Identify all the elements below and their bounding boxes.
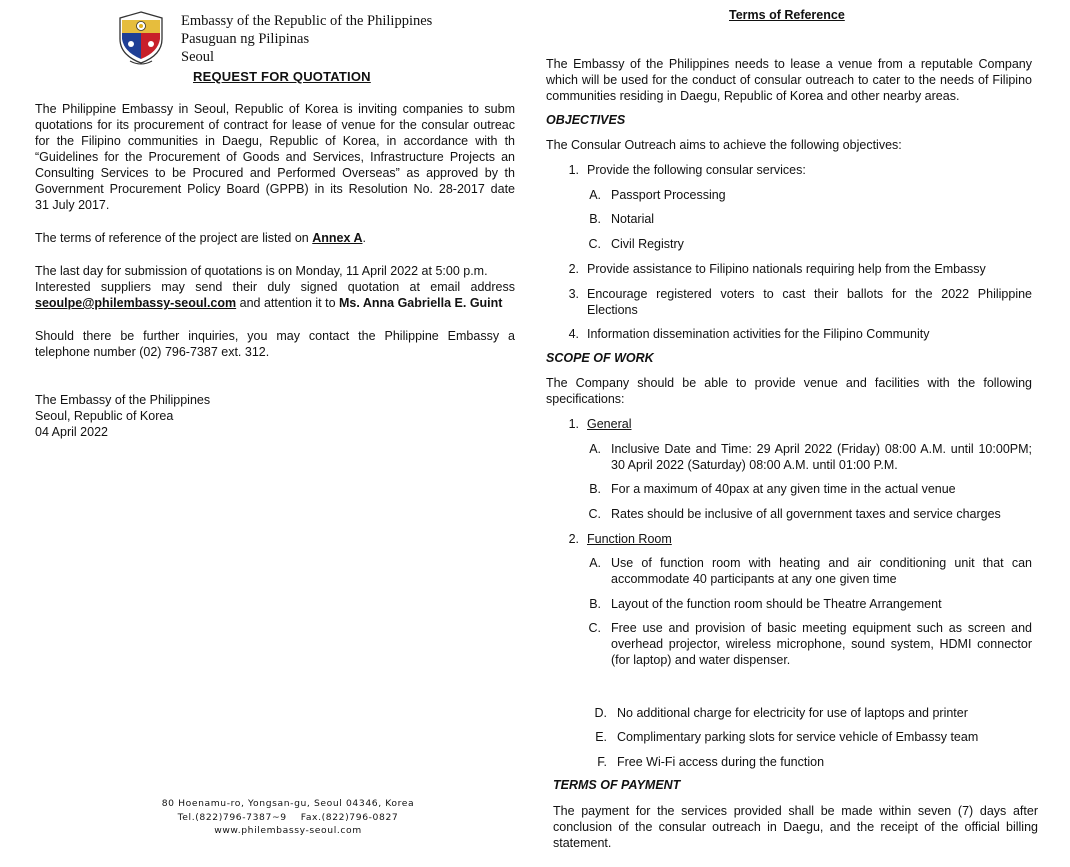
objective-number: 1.	[568, 163, 579, 177]
payment-paragraph	[553, 803, 1038, 851]
sub-item-letter: A.	[589, 188, 601, 202]
submission-paragraph	[35, 263, 515, 311]
section-number: 2.	[568, 532, 579, 546]
general-item-rates: Rates should be inclusive of all government taxes and service charges	[611, 507, 1001, 521]
objective-consular-services: Provide the following consular services:	[587, 163, 806, 177]
embassy-name: Embassy of the Republic of the Philippines	[181, 13, 433, 29]
inquiry-line: telephone number (02) 796-7387 ext. 312.	[35, 345, 270, 359]
sub-item-letter: B.	[589, 212, 601, 226]
function-item-room	[611, 555, 1032, 587]
payment-line: statement.	[553, 836, 612, 850]
email-link[interactable]: seoulpe@philembassy-seoul.com	[35, 296, 237, 310]
para-line: 31 July 2017.	[35, 198, 110, 212]
tor-title: Terms of Reference	[729, 8, 845, 22]
sub-item-letter: F.	[597, 755, 607, 769]
payment-heading: TERMS OF PAYMENT	[553, 778, 681, 792]
service-notarial: Notarial	[611, 212, 655, 226]
signature-block	[35, 392, 516, 440]
signature-date: 04 April 2022	[35, 425, 108, 439]
item-line: overhead projector, wireless microphone, sound system, HDMI connector	[611, 637, 1032, 651]
general-section-label: General	[587, 417, 632, 431]
inquiry-line: Should there be further inquiries, you may contact the Philippine Embassy a	[35, 329, 515, 343]
objective-line: Elections	[587, 303, 638, 317]
objectives-heading: OBJECTIVES	[546, 113, 626, 127]
para-line: quotations for its procurement of contract for lease of venue for the consular outreac	[35, 118, 515, 132]
suppliers-line: Interested suppliers may send their duly signed quotation at email address	[35, 280, 515, 294]
para-line: for the Filipino communities in Daegu, Republic of Korea, in accordance with th	[35, 134, 515, 148]
function-item-electricity: No additional charge for electricity for use of laptops and printer	[617, 706, 968, 720]
objective-number: 2.	[568, 262, 579, 276]
intro-line: The Embassy of the Philippines needs to lease a venue from a reputable Company	[546, 57, 1032, 71]
item-line: (for laptop) and water dispenser.	[611, 653, 791, 667]
function-item-equipment	[611, 620, 1032, 668]
function-item-parking: Complimentary parking slots for service vehicle of Embassy team	[617, 730, 979, 744]
annex-a-link[interactable]: Annex A	[312, 231, 363, 245]
sub-item-letter: D.	[594, 706, 607, 720]
para-line: Consulting Services to be Procured and Performed Overseas” as approved by th	[35, 166, 515, 180]
terms-reference-line	[35, 230, 516, 246]
objectives-intro: The Consular Outreach aims to achieve the following objectives:	[546, 138, 902, 152]
embassy-name-filipino: Pasuguan ng Pilipinas	[181, 31, 310, 47]
footer-phone: Tel.(822)796-7387~9 Fax.(822)796-0827	[177, 811, 399, 823]
objective-number: 4.	[568, 327, 579, 341]
para-line: The Philippine Embassy in Seoul, Republic of Korea is inviting companies to subm	[35, 102, 515, 116]
attention-name: Ms. Anna Gabriella E. Guint	[339, 296, 503, 310]
function-item-wifi: Free Wi-Fi access during the function	[617, 755, 825, 769]
objective-voters	[587, 286, 1032, 318]
footer-website: www.philembassy-seoul.com	[214, 825, 362, 836]
function-room-section-label: Function Room	[587, 532, 672, 546]
scope-line: The Company should be able to provide venue and facilities with the following	[546, 376, 1032, 390]
inquiry-paragraph	[35, 328, 515, 360]
sub-item-letter: E.	[595, 730, 607, 744]
document-title: REQUEST FOR QUOTATION	[193, 69, 371, 84]
invitation-paragraph	[35, 101, 515, 213]
signature-embassy: The Embassy of the Philippines	[35, 393, 211, 407]
terms-text: The terms of reference of the project are listed on	[35, 231, 313, 245]
sub-item-letter: C.	[588, 621, 601, 635]
sub-item-letter: C.	[588, 507, 601, 521]
objective-assistance: Provide assistance to Filipino nationals requiring help from the Embassy	[587, 262, 986, 276]
service-civil-registry: Civil Registry	[611, 237, 684, 251]
sub-item-letter: A.	[589, 442, 601, 456]
letterhead-footer	[150, 797, 426, 838]
section-number: 1.	[568, 417, 579, 431]
sub-item-letter: B.	[589, 597, 601, 611]
item-line: Use of function room with heating and air conditioning unit that can	[611, 556, 1032, 570]
general-item-capacity: For a maximum of 40pax at any given time in the actual venue	[611, 482, 956, 496]
attention-text: and attention it to	[236, 296, 339, 310]
signature-location: Seoul, Republic of Korea	[35, 409, 174, 423]
scope-line: specifications:	[546, 392, 625, 406]
intro-line: which will be used for the conduct of consular outreach to cater to the needs of Filipino	[546, 73, 1032, 87]
para-line: “Guidelines for the Procurement of Goods and Services, Infrastructure Projects an	[35, 150, 515, 164]
function-item-layout: Layout of the function room should be Theatre Arrangement	[611, 597, 942, 611]
tor-intro	[546, 56, 1032, 104]
payment-line: conclusion of the consular outreach in Daegu, and the receipt of the official billing	[553, 820, 1038, 834]
objective-number: 3.	[568, 287, 579, 301]
objective-information: Information dissemination activities for the Filipino Community	[587, 327, 930, 341]
sub-item-letter: B.	[589, 482, 601, 496]
item-line: 30 April 2022 (Saturday) 08:00 A.M. until 01:00 P.M.	[611, 458, 898, 472]
intro-line: communities residing in Daegu, Republic of Korea and other nearby areas.	[546, 89, 960, 103]
sub-item-letter: A.	[589, 556, 601, 570]
footer-address: 80 Hoenamu-ro, Yongsan-gu, Seoul 04346, Korea	[161, 798, 415, 809]
embassy-city: Seoul	[181, 49, 215, 65]
item-line: Free use and provision of basic meeting equipment such as screen and	[611, 621, 1032, 635]
deadline-line: The last day for submission of quotations is on Monday, 11 April 2022 at 5:00 p.m.	[35, 264, 488, 278]
scope-intro	[546, 375, 1032, 407]
item-line: Inclusive Date and Time: 29 April 2022 (Friday) 08:00 A.M. until 10:00PM;	[611, 442, 1032, 456]
para-line: Government Procurement Policy Board (GPPB) in its Resolution No. 28-2017 date	[35, 182, 515, 196]
rfq-page	[0, 0, 516, 867]
service-passport: Passport Processing	[611, 188, 726, 202]
item-line: accommodate 40 participants at any one given time	[611, 572, 897, 586]
payment-line: The payment for the services provided shall be made within seven (7) days after	[553, 804, 1038, 818]
sub-item-letter: C.	[588, 237, 601, 251]
objective-line: Encourage registered voters to cast their ballots for the 2022 Philippine	[587, 287, 1032, 301]
terms-end: .	[362, 231, 366, 245]
philippine-seal-icon	[116, 9, 166, 65]
terms-of-reference-page	[540, 0, 1050, 867]
general-item-dates	[611, 441, 1032, 473]
scope-heading: SCOPE OF WORK	[546, 351, 654, 365]
